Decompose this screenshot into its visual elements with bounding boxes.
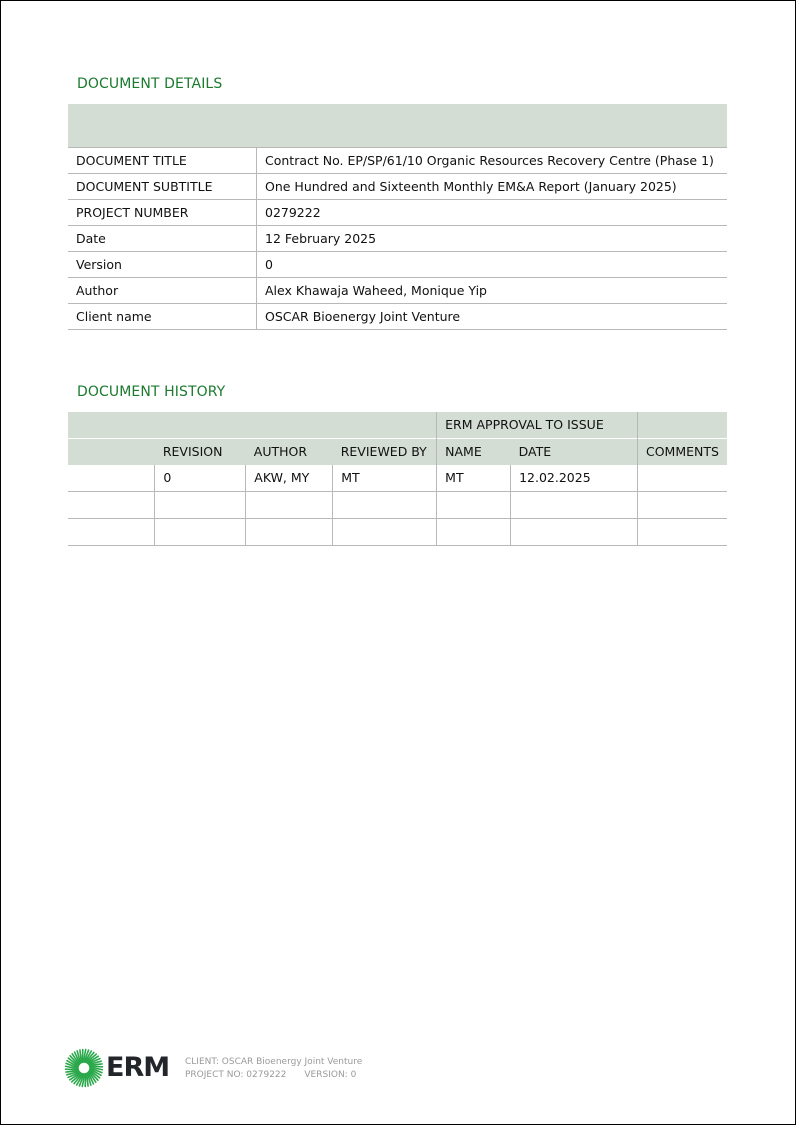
row-value: One Hundred and Sixteenth Monthly EM&A Report (January 2025) bbox=[257, 174, 728, 200]
footer-meta bbox=[185, 1056, 362, 1082]
column-header-comments: COMMENTS bbox=[637, 439, 727, 466]
row-label: DOCUMENT SUBTITLE bbox=[68, 174, 257, 200]
table-row bbox=[68, 278, 727, 304]
table-row bbox=[68, 519, 727, 546]
cell-comments bbox=[637, 519, 727, 546]
column-header-revision: REVISION bbox=[155, 439, 246, 466]
row-label: Version bbox=[68, 252, 257, 278]
cell-reviewed-by bbox=[333, 519, 437, 546]
cell-date bbox=[511, 519, 638, 546]
footer-version: VERSION: 0 bbox=[304, 1070, 357, 1080]
column-header-author: AUTHOR bbox=[246, 439, 333, 466]
cell-reviewed-by bbox=[333, 492, 437, 519]
footer-client: CLIENT: OSCAR Bioenergy Joint Venture bbox=[185, 1057, 363, 1067]
column-header-name: NAME bbox=[437, 439, 511, 466]
row-value: OSCAR Bioenergy Joint Venture bbox=[257, 304, 728, 330]
cell-date: 12.02.2025 bbox=[511, 465, 638, 492]
table-row bbox=[68, 304, 727, 330]
cell-name bbox=[437, 492, 511, 519]
cell-author bbox=[246, 519, 333, 546]
document-history-table bbox=[68, 412, 727, 546]
row-label: Author bbox=[68, 278, 257, 304]
column-header-reviewed-by: REVIEWED BY bbox=[333, 439, 437, 466]
row-label: DOCUMENT TITLE bbox=[68, 148, 257, 174]
erm-approval-group-header: ERM APPROVAL TO ISSUE bbox=[437, 412, 638, 439]
history-column-header-row bbox=[68, 439, 727, 466]
column-header-date: DATE bbox=[511, 439, 638, 466]
cell-name bbox=[437, 519, 511, 546]
table-row bbox=[68, 148, 727, 174]
footer-project-no: PROJECT NO: 0279222 bbox=[185, 1070, 287, 1080]
row-value: 12 February 2025 bbox=[257, 226, 728, 252]
document-details-heading: DOCUMENT DETAILS bbox=[77, 76, 223, 92]
cell-comments bbox=[637, 492, 727, 519]
document-details-table bbox=[68, 104, 727, 330]
cell-comments bbox=[637, 465, 727, 492]
cell-revision bbox=[155, 519, 246, 546]
cell-date bbox=[511, 492, 638, 519]
cell-author: AKW, MY bbox=[246, 465, 333, 492]
details-header-band bbox=[68, 104, 727, 148]
cell-revision: 0 bbox=[155, 465, 246, 492]
table-row bbox=[68, 226, 727, 252]
table-row bbox=[68, 174, 727, 200]
history-group-header-row bbox=[68, 412, 727, 439]
table-row bbox=[68, 465, 727, 492]
table-row bbox=[68, 200, 727, 226]
row-value: 0 bbox=[257, 252, 728, 278]
cell-revision bbox=[155, 492, 246, 519]
row-value: Contract No. EP/SP/61/10 Organic Resources Recovery Centre (Phase 1) bbox=[257, 148, 728, 174]
table-row bbox=[68, 252, 727, 278]
row-label: Client name bbox=[68, 304, 257, 330]
row-label: PROJECT NUMBER bbox=[68, 200, 257, 226]
cell-reviewed-by: MT bbox=[333, 465, 437, 492]
row-value: 0279222 bbox=[257, 200, 728, 226]
cell-name: MT bbox=[437, 465, 511, 492]
erm-logo-icon bbox=[64, 1048, 104, 1088]
logo-text: ERM bbox=[106, 1052, 170, 1083]
cell-author bbox=[246, 492, 333, 519]
table-row bbox=[68, 492, 727, 519]
row-value: Alex Khawaja Waheed, Monique Yip bbox=[257, 278, 728, 304]
row-label: Date bbox=[68, 226, 257, 252]
document-history-heading: DOCUMENT HISTORY bbox=[77, 384, 226, 400]
